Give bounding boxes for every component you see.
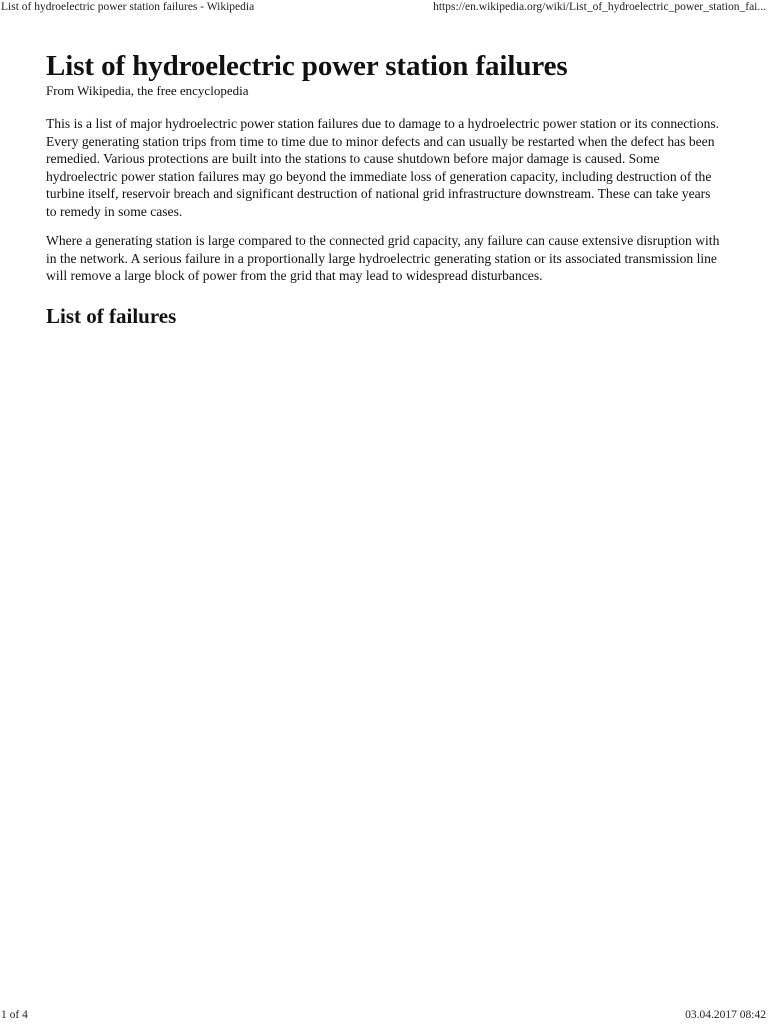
print-header-url[interactable]: https://en.wikipedia.org/wiki/List_of_hydroelectric_power_station_fai... — [433, 1, 766, 13]
page-title: List of hydroelectric power station failures — [46, 50, 568, 82]
section-heading-list-of-failures: List of failures — [46, 303, 177, 328]
page-number: 1 of 4 — [1, 1009, 28, 1021]
print-datetime: 03.04.2017 08:42 — [685, 1009, 766, 1021]
print-header-title: List of hydroelectric power station failures - Wikipedia — [1, 1, 255, 13]
print-footer — [0, 1008, 768, 1024]
print-header — [0, 0, 768, 16]
article-content — [46, 48, 722, 329]
site-subtitle: From Wikipedia, the free encyclopedia — [46, 83, 249, 98]
intro-paragraph-2: Where a generating station is large compared to the connected grid capacity, any failure can cause extensive disruption with in the network. A serious failure in a proportionally large hydroelectric generating station or its associated transmission line will remove a large block of power from the grid that may lead to widespread disturbances. — [46, 233, 720, 283]
intro-paragraph-1: This is a list of major hydroelectric power station failures due to damage to a hydroelectric power station or its connections. Every generating station trips from time to time due to minor defects and can usually be restarted when the defect has been remedied. Various protections are built into the stations to cause shutdown before major damage is caused. Some hydroelectric power station failures may go beyond the immediate loss of generation capacity, including destruction of the turbine itself, reservoir breach and significant destruction of national grid infrastructure downstream. These can take years to remedy in some cases. — [46, 116, 720, 219]
